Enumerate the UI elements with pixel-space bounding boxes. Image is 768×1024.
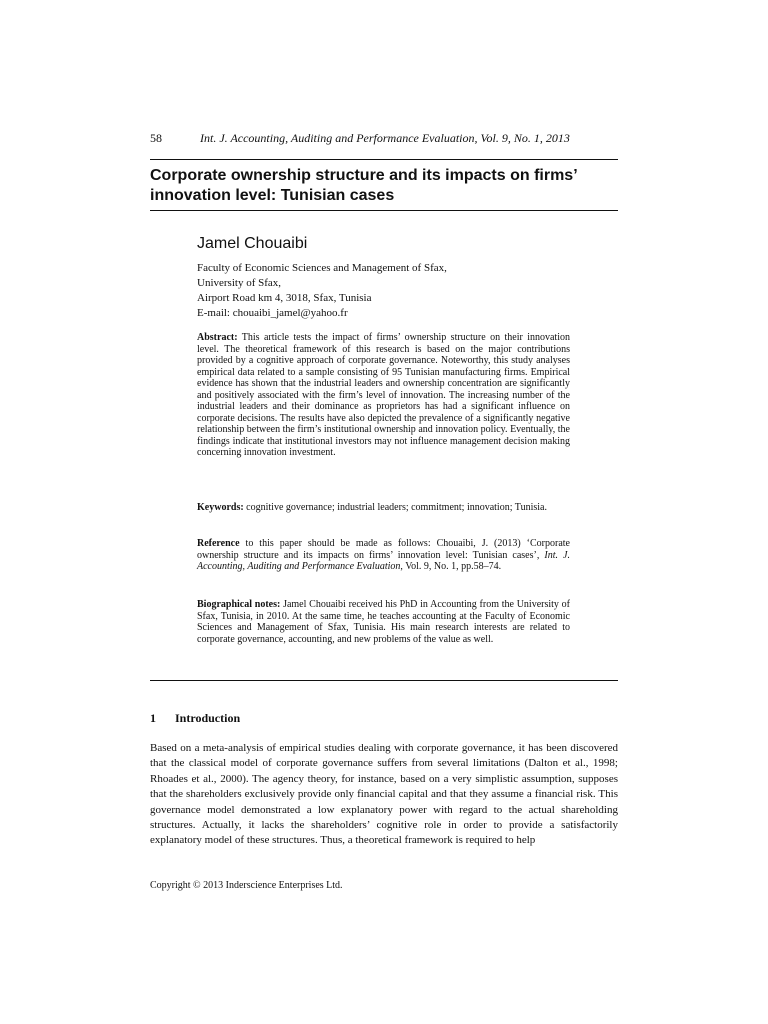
reference-text: to this paper should be made as follows: Chouaibi, J. (2013) ‘Corporate ownership structure and its impacts on firms’ innovation level: Tunisian cases’, bbox=[197, 538, 570, 561]
keywords-label: Keywords: bbox=[197, 502, 244, 513]
title-bottom-rule bbox=[150, 210, 618, 211]
reference-journal: Int. J. Accounting, Auditing and Performance Evaluation bbox=[197, 549, 570, 572]
section-number: 1 bbox=[150, 711, 156, 725]
reference bbox=[197, 538, 570, 573]
abstract-bottom-rule bbox=[150, 680, 618, 681]
reference-label: Reference bbox=[197, 538, 240, 549]
title-top-rule bbox=[150, 159, 618, 160]
body-paragraph: Based on a meta-analysis of empirical studies dealing with corporate governance, it has been discovered that the classical model of corporate governance suffers from several limitations (Dalton et al., 1998; Rhoades et al., 2000). The agency theory, for instance, based on a very simplistic assumption, supposes that the shareholders exclusively provide only financial capital and that they assume a financial risk. This governance model demonstrated a low explanatory power with regard to the actual shareholding structures. Actually, it lacks the shareholders’ cognitive role in order to provide a satisfactorily explanatory model of these structures. Thus, a theoretical framework is required to help bbox=[150, 742, 618, 847]
running-head bbox=[150, 131, 618, 145]
bio-text: Jamel Chouaibi received his PhD in Accounting from the University of Sfax, Tunisia, in 2010. At the same time, he teaches accounting at the Faculty of Economic Sciences and Management of Sfax, Tunisia. His main research interests are related to corporate governance, accounting, and new problems of the value as well. bbox=[197, 599, 571, 645]
section-title: Introduction bbox=[175, 711, 241, 725]
copyright-notice: Copyright © 2013 Inderscience Enterprises Ltd. bbox=[150, 880, 343, 891]
author-affiliation bbox=[197, 261, 617, 321]
affiliation-line: Faculty of Economic Sciences and Management of Sfax, bbox=[197, 262, 447, 274]
page-number: 58 bbox=[150, 131, 162, 145]
reference-volume: , Vol. 9, No. 1, pp.58–74. bbox=[400, 561, 502, 572]
section-heading bbox=[150, 711, 240, 725]
affiliation-line: University of Sfax, bbox=[197, 277, 282, 289]
abstract-text: This article tests the impact of firms’ ownership structure on their innovation level. The theoretical framework of this research is based on the major contributions provided by a cognitive approach of corporate governance. Noteworthy, this study analyses empirical data related to a sample consisting of 95 Tunisian manufacturing firms. Empirical evidence has shown that the industrial leaders and ownership concentration are significantly and positively associated with the firm’s level of innovation. The increasing number of the industrial leaders and their dominance as proprietors has had a significant influence on corporate decisions. The results have also depicted the prevalence of a significantly negative relationship between the firm’s institutional ownership and innovation policy. Eventually, the findings indicate that institutional investors may not influence management decision making concerning innovation investment. bbox=[197, 332, 570, 458]
affiliation-line: Airport Road km 4, 3018, Sfax, Tunisia bbox=[197, 292, 372, 304]
paper-title: Corporate ownership structure and its impacts on firms’ innovation level: Tunisian cases bbox=[150, 167, 577, 204]
bio-label: Biographical notes: bbox=[197, 599, 281, 610]
keywords-text: cognitive governance; industrial leaders; commitment; innovation; Tunisia. bbox=[246, 502, 547, 513]
abstract bbox=[197, 332, 570, 459]
biographical-notes bbox=[197, 599, 570, 645]
author-email: E-mail: chouaibi_jamel@yahoo.fr bbox=[197, 307, 348, 319]
abstract-label: Abstract: bbox=[197, 332, 238, 343]
keywords bbox=[197, 502, 570, 514]
author-name: Jamel Chouaibi bbox=[197, 235, 308, 252]
journal-citation: Int. J. Accounting, Auditing and Performance Evaluation, Vol. 9, No. 1, 2013 bbox=[200, 131, 570, 145]
